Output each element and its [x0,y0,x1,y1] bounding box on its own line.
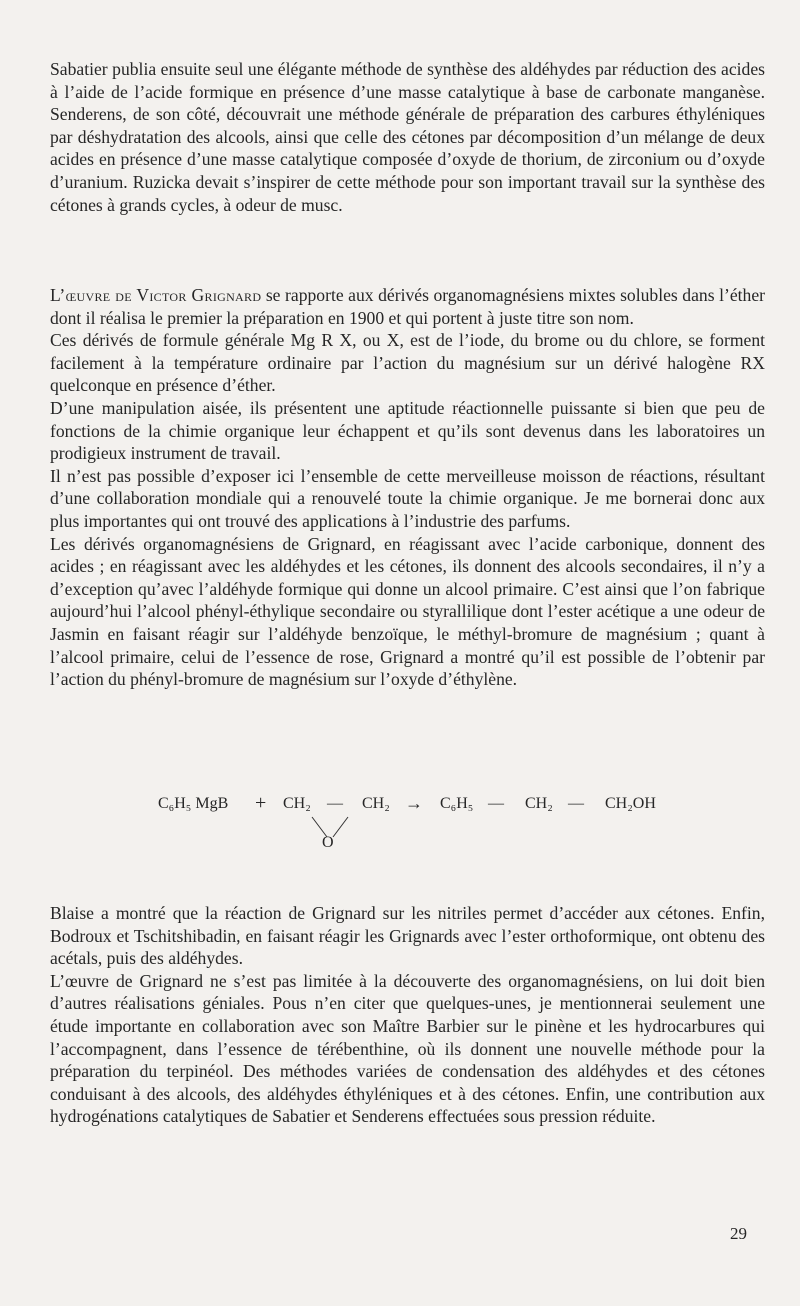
formula-plus: + [255,792,267,814]
paragraph-text-rest: se rapporte aux dérivés organomagnésiens mixtes solubles dans l’éther dont il réalisa le premier la préparation en 1900 et qui portent à juste titre son nom. [50,285,765,328]
paragraph-text [50,284,765,329]
formula-bond: — [327,795,343,812]
formula-bond: — [568,795,584,812]
formula-oxygen: O [322,834,334,851]
epoxide-bond-right [333,817,348,837]
formula-reactant: C₆H₅ MgB [158,795,229,812]
paragraph-text: Sabatier publia ensuite seul une élégante méthode de synthèse des aldéhydes par réduction des acides à l’aide de l’acide formique en présence d’une masse catalytique à base de carbonate manganèse. Senderens, de son côté, découvrait une méthode générale de préparation des carbures éthyléniques par déshydratation des alcools, ainsi que celle des cétones par décomposition d’un mélange de deux acides en présence d’une masse catalytique composée d’oxyde de thorium, de zirconium ou d’oxyde d’uranium. Ruzicka devait s’inspirer de cette méthode pour son important travail sur la synthèse des cétones à grands cycles, à odeur de musc. [50,59,765,215]
section-lead-smallcaps: L’œuvre de Victor Grignard [50,285,262,305]
paragraph-text: Blaise a montré que la réaction de Grignard sur les nitriles permet d’accéder aux cétones. Enfin, Bodroux et Tschitshibadin, en faisant réagir les Grignards avec l’ester orthoformique, ont obtenu des acétals, puis des aldéhydes. [50,903,765,969]
formula-product-ch2oh: CH₂OH [605,795,656,812]
paragraph-sabatier [50,58,765,216]
paragraph-blaise [50,902,765,1128]
page-number: 29 [730,1224,747,1243]
formula-ch2-left: CH₂ [283,795,311,812]
formula-product-c6h5: C₆H₅ [440,795,474,812]
formula-product-ch2: CH₂ [525,795,553,812]
paragraph-text: Les dérivés organomagnésiens de Grignard, en réagissant avec l’acide carbonique, donnent des acides ; en réagissant avec les aldéhydes et les cétones, ils donnent des alcools secondaires, il n’y a d’exception qu’avec l’aldéhyde formique qui donne un alcool primaire. C’est ainsi que l’on fabrique aujourd’hui l’alcool phényl-éthylique secondaire ou styrallilique dont l’ester acétique a une odeur de Jasmin en faisant réagir sur l’aldéhyde benzoïque, le méthyl-bromure de magnésium ; quant à l’alcool primaire, celui de l’essence de rose, Grignard a montré qu’il est possible de l’obtenir par l’action du phényl-bromure de magnésium sur l’oxyde d’éthylène. [50,533,765,690]
paragraph-text: L’œuvre de Grignard ne s’est pas limitée à la découverte des organomagnésiens, on lui doit bien d’autres réalisations géniales. Pous n’en citer que quelques-unes, je mentionnerai seulement une étude importante en collaboration avec son Maître Barbier sur le pinène et les hydrocarbures qui l’accompagnent, dans l’essence de térébenthine, où ils donnent une nouvelle méthode pour la préparation du terpinéol. Des méthodes variées de condensation des aldéhydes et des cétones conduisant à des alcools, des aldéhydes éthyléniques et à des cétones. Enfin, une contribution aux hydrogénations catalytiques de Sabatier et Senderens effectuées sous pression réduite. [50,970,765,1127]
paragraph-text: D’une manipulation aisée, ils présentent une aptitude réactionnelle puissante si bien que peu de fonctions de la chimie organique leur échappent et qu’ils sont devenus dans les laboratoires un prodigieux instrument de travail. [50,397,765,464]
paragraph-text: Ces dérivés de formule générale Mg R X, ou X, est de l’iode, du brome ou du chlore, se forment facilement à la température ordinaire par l’action du magnésium sur un dérivé halogène RX quelconque en présence d’éther. [50,330,765,396]
paragraph-text: Il n’est pas possible d’exposer ici l’ensemble de cette merveilleuse moisson de réactions, résultant d’une collaboration mondiale qui a renouvelé toute la chimie organique. Je me bornerai donc aux plus importantes qui ont trouvé des applications à l’industrie des parfums. [50,465,765,531]
paragraph-grignard-intro [50,284,765,691]
reaction-arrow: → [405,793,423,813]
formula-ch2-right: CH₂ [362,795,390,812]
formula-bond: — [488,795,504,812]
